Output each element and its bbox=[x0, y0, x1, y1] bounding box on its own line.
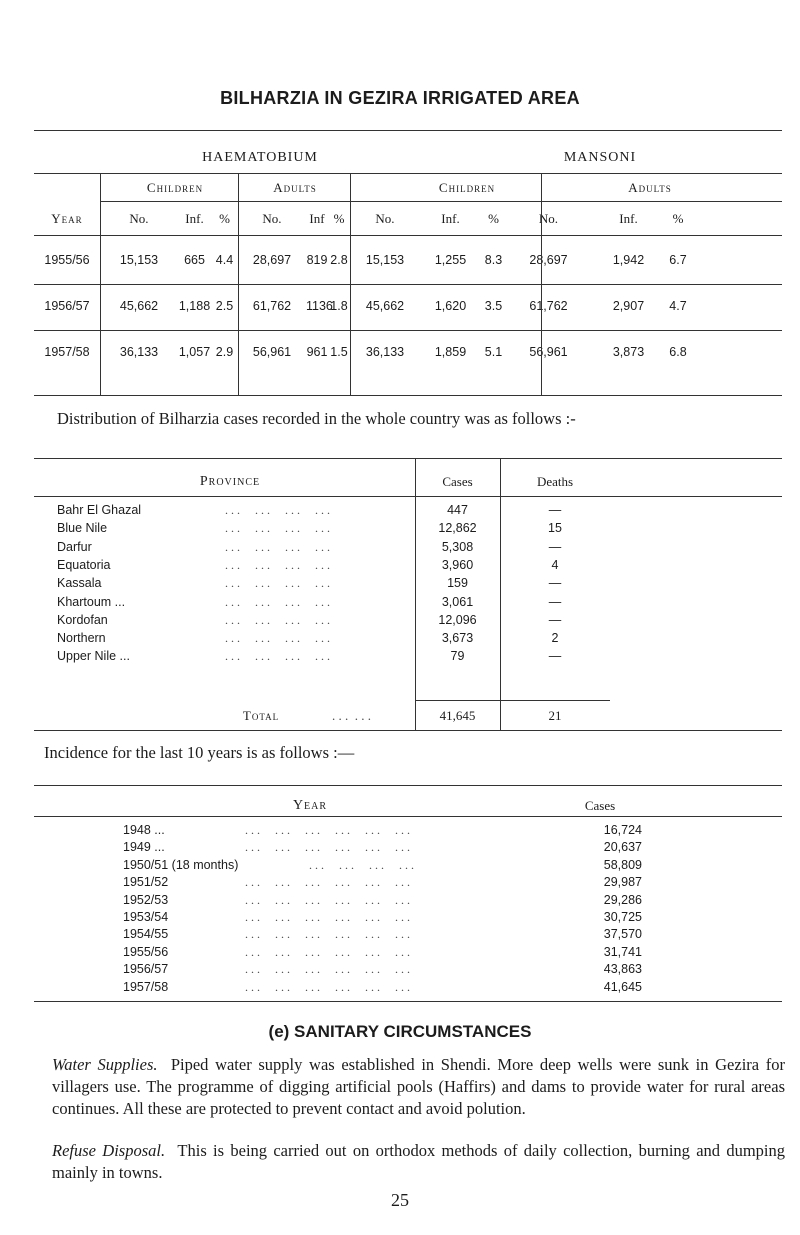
water-supplies-paragraph bbox=[52, 1054, 785, 1120]
t1-cell: 4.4 bbox=[215, 253, 234, 267]
row-divider bbox=[34, 284, 782, 285]
t1-cell: 3,873 bbox=[612, 345, 645, 359]
province-deaths: — bbox=[548, 612, 562, 627]
t1-col-header: Inf. bbox=[441, 211, 460, 226]
dot-leader: . . . . . . . . . . . . . . . . . . bbox=[245, 823, 410, 837]
dot-leader: . . . . . . . . . . . . . . . . . . bbox=[245, 962, 410, 977]
t1-col-header: No. bbox=[538, 211, 559, 226]
incidence-year: 1949 ... bbox=[123, 840, 165, 855]
year-header: Year bbox=[292, 798, 328, 813]
dot-leader: . . . . . . . . . . . . . . . . . . bbox=[245, 875, 410, 890]
t1-cell: 1,188 bbox=[178, 299, 211, 313]
province-deaths: 2 bbox=[551, 631, 559, 646]
dot-leader: . . . . . . . . . . . . bbox=[225, 594, 330, 609]
t1-cell: 1956/57 bbox=[44, 299, 90, 313]
t1-cell: 1957/58 bbox=[44, 345, 90, 359]
t1-cell: 2.8 bbox=[330, 253, 348, 267]
t1-cell: 2.9 bbox=[215, 345, 234, 359]
t1-cell: 1,942 bbox=[612, 253, 645, 267]
incidence-year: 1948 ... bbox=[123, 823, 165, 837]
t1-col-header: % bbox=[219, 211, 230, 226]
t1-cell: 15,153 bbox=[365, 253, 405, 267]
incidence-cases: 31,741 bbox=[603, 944, 642, 959]
dot-leader: . . . . . . . . . . . . . . . . . . bbox=[245, 892, 410, 907]
t1-cell: 56,961 bbox=[252, 345, 292, 359]
incidence-cases: 41,645 bbox=[603, 979, 642, 994]
province-cases: 12,096 bbox=[438, 612, 477, 627]
province-name: Northern bbox=[57, 631, 106, 646]
cases-header: Cases bbox=[442, 474, 473, 489]
province-name: Blue Nile bbox=[57, 521, 108, 536]
refuse-disposal-label: Refuse Disposal. bbox=[52, 1141, 166, 1160]
t1-cell: 1136 bbox=[306, 299, 333, 313]
t1-cell: 961 bbox=[306, 345, 328, 359]
water-supplies-label: Water Supplies. bbox=[52, 1055, 158, 1074]
province-cases: 5,308 bbox=[441, 539, 474, 554]
dot-leader: . . . . . . . . . . . . bbox=[300, 857, 414, 872]
t1-cell: 6.7 bbox=[669, 253, 687, 267]
refuse-disposal-text: This is being carried out on orthodox methods of daily collection, burning and dumping mainly in towns. bbox=[52, 1141, 786, 1182]
t1-cell: 36,133 bbox=[365, 345, 405, 359]
province-deaths: 4 bbox=[551, 557, 559, 572]
t1-cell: 28,697 bbox=[252, 253, 292, 267]
province-cases: 12,862 bbox=[438, 521, 477, 536]
t1-col-header: No. bbox=[262, 211, 282, 226]
t1-cell: 45,662 bbox=[119, 299, 159, 313]
dot-leader: . . . . . . . . . . . . bbox=[225, 557, 330, 572]
incidence-cases: 43,863 bbox=[603, 962, 642, 977]
incidence-cases: 20,637 bbox=[603, 840, 642, 855]
incidence-year: 1951/52 bbox=[123, 875, 169, 890]
incidence-year: 1950/51 (18 months) bbox=[123, 857, 239, 872]
t1-cell: 2,907 bbox=[612, 299, 645, 313]
group-haematobium: HAEMATOBIUM bbox=[202, 150, 318, 165]
province-cases: 3,673 bbox=[441, 631, 474, 646]
t1-cell: 1,255 bbox=[434, 253, 467, 267]
total-leader: . . . . . . bbox=[332, 708, 371, 723]
dot-leader: . . . . . . . . . . . . bbox=[225, 649, 330, 664]
t1-cell: 1.8 bbox=[330, 299, 348, 313]
province-cases: 79 bbox=[450, 649, 465, 664]
t1-cell: 61,762 bbox=[529, 299, 568, 313]
t1-col-header: Inf. bbox=[185, 211, 204, 226]
t1-cell: 28,697 bbox=[529, 253, 568, 267]
t1-cell: 5.1 bbox=[484, 345, 503, 359]
t1-cell: 15,153 bbox=[119, 253, 159, 267]
province-deaths: — bbox=[548, 539, 562, 554]
incidence-year: 1953/54 bbox=[123, 910, 169, 924]
dot-leader: . . . . . . . . . . . . bbox=[225, 576, 330, 591]
province-cases: 3,960 bbox=[441, 557, 474, 572]
page-number: 25 bbox=[391, 1190, 409, 1210]
dot-leader: . . . . . . . . . . . . . . . . . . bbox=[245, 910, 410, 924]
incidence-year: 1957/58 bbox=[123, 979, 169, 994]
incidence-cases: 37,570 bbox=[603, 927, 642, 942]
sub-adults-haem: Adults bbox=[273, 180, 317, 195]
dot-leader: . . . . . . . . . . . . bbox=[225, 521, 330, 536]
water-supplies-text: Piped water supply was established in Shendi. More deep wells were sunk in Gezira for villagers use. The programme of digging artificial pools (Haffirs) and dams to provide water for rural areas continues. All these are protected to prevent contact and avoid polution. bbox=[52, 1055, 785, 1118]
province-deaths: — bbox=[548, 576, 562, 591]
t1-cell: 2.5 bbox=[215, 299, 234, 313]
province-deaths: — bbox=[548, 649, 562, 664]
total-cases: 41,645 bbox=[439, 708, 476, 723]
t1-col-header: % bbox=[333, 211, 345, 226]
province-name: Kassala bbox=[57, 576, 102, 591]
incidence-year: 1954/55 bbox=[123, 927, 169, 942]
province-deaths: 15 bbox=[548, 521, 562, 536]
t1-col-header: % bbox=[488, 211, 499, 226]
t1-col-header: Inf bbox=[309, 211, 325, 226]
incidence-cases: 30,725 bbox=[603, 910, 642, 924]
incidence-cases: 58,809 bbox=[603, 857, 642, 872]
t1-cell: 819 bbox=[306, 253, 328, 267]
dot-leader: . . . . . . . . . . . . bbox=[225, 612, 330, 627]
t1-cell: 1,859 bbox=[434, 345, 467, 359]
incidence-cases: 29,286 bbox=[603, 892, 642, 907]
province-name: Khartoum ... bbox=[57, 594, 126, 609]
dot-leader: . . . . . . . . . . . . bbox=[225, 503, 330, 517]
total-deaths: 21 bbox=[548, 708, 562, 723]
t1-col-header: % bbox=[672, 211, 684, 226]
dot-leader: . . . . . . . . . . . . . . . . . . bbox=[245, 944, 410, 959]
dot-leader: . . . . . . . . . . . . bbox=[225, 539, 330, 554]
sub-adults-mans: Adults bbox=[628, 180, 672, 195]
sub-children-haem: Children bbox=[146, 180, 204, 195]
incidence-cases: 16,724 bbox=[603, 823, 642, 837]
incidence-year: 1952/53 bbox=[123, 892, 169, 907]
row-divider bbox=[34, 330, 782, 331]
deaths-header: Deaths bbox=[536, 474, 574, 489]
province-cases: 447 bbox=[447, 503, 468, 517]
province-name: Upper Nile ... bbox=[57, 649, 130, 664]
sub-children-mans: Children bbox=[438, 180, 496, 195]
t1-cell: 1,057 bbox=[178, 345, 211, 359]
t1-col-header: No. bbox=[375, 211, 395, 226]
section-heading: (e) SANITARY CIRCUMSTANCES bbox=[268, 1022, 532, 1041]
t1-cell: 1955/56 bbox=[44, 253, 90, 267]
incidence-year: 1956/57 bbox=[123, 962, 169, 977]
t1-cell: 1.5 bbox=[330, 345, 348, 359]
dot-leader: . . . . . . . . . . . . bbox=[225, 631, 330, 646]
province-name: Kordofan bbox=[57, 612, 108, 627]
t1-cell: 36,133 bbox=[119, 345, 159, 359]
dot-leader: . . . . . . . . . . . . . . . . . . bbox=[245, 840, 410, 855]
t1-cell: 4.7 bbox=[669, 299, 687, 313]
incidence-cases: 29,987 bbox=[603, 875, 642, 890]
province-deaths: — bbox=[548, 594, 562, 609]
province-name: Darfur bbox=[57, 539, 92, 554]
t1-cell: 61,762 bbox=[252, 299, 292, 313]
province-cases: 3,061 bbox=[441, 594, 474, 609]
incidence-year: 1955/56 bbox=[123, 944, 169, 959]
dot-leader: . . . . . . . . . . . . . . . . . . bbox=[245, 927, 410, 942]
cases-header-3: Cases bbox=[584, 798, 616, 813]
group-mansoni: MANSONI bbox=[563, 150, 637, 165]
t1-cell: 45,662 bbox=[365, 299, 405, 313]
total-label: Total bbox=[242, 708, 280, 723]
t1-col-header: Year bbox=[51, 211, 83, 226]
t1-col-header: Inf. bbox=[619, 211, 638, 226]
dot-leader: . . . . . . . . . . . . . . . . . . bbox=[245, 979, 410, 994]
t1-cell: 665 bbox=[184, 253, 205, 267]
province-name: Bahr El Ghazal bbox=[57, 503, 142, 517]
province-cases: 159 bbox=[447, 576, 468, 591]
t1-cell: 6.8 bbox=[669, 345, 687, 359]
t1-col-header: No. bbox=[129, 211, 149, 226]
province-name: Equatoria bbox=[57, 557, 111, 572]
t1-cell: 8.3 bbox=[484, 253, 503, 267]
t1-cell: 56,961 bbox=[529, 345, 568, 359]
t1-cell: 1,620 bbox=[434, 299, 467, 313]
t1-cell: 3.5 bbox=[484, 299, 503, 313]
distribution-intro: Distribution of Bilharzia cases recorded in the whole country was as follows :- bbox=[57, 409, 576, 428]
incidence-intro: Incidence for the last 10 years is as follows :— bbox=[44, 743, 355, 762]
refuse-disposal-paragraph bbox=[52, 1140, 785, 1184]
page-title: BILHARZIA IN GEZIRA IRRIGATED AREA bbox=[220, 88, 580, 108]
province-header: Province bbox=[199, 474, 261, 489]
province-deaths: — bbox=[548, 503, 562, 517]
